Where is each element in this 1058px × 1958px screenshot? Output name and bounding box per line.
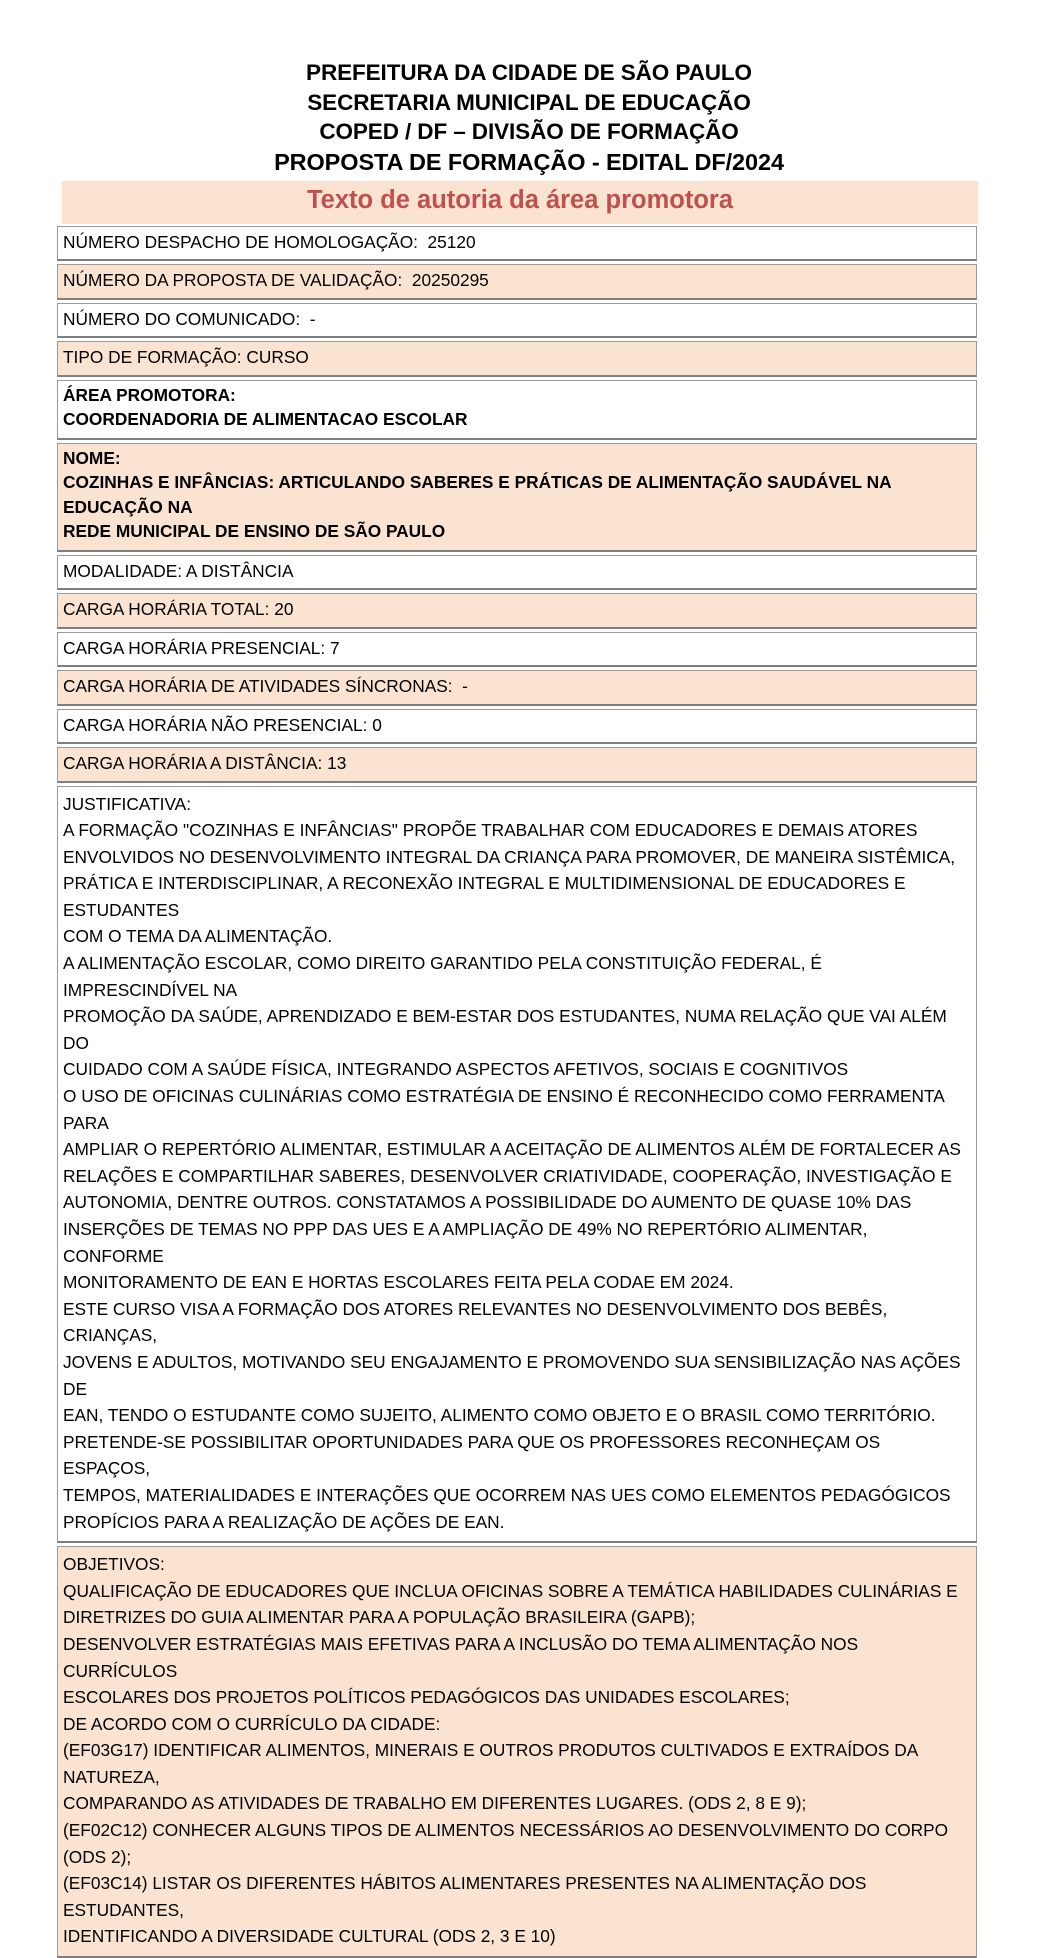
field-despacho-homologacao: NÚMERO DESPACHO DE HOMOLOGAÇÃO: 25120	[63, 230, 971, 255]
justificativa-line: PRETENDE-SE POSSIBILITAR OPORTUNIDADES PARA QUE OS PROFESSORES RECONHEÇAM OS ESPAÇOS,	[63, 1429, 971, 1482]
field-proposta-validacao: NÚMERO DA PROPOSTA DE VALIDAÇÃO: 20250295	[63, 268, 971, 293]
justificativa-line: A ALIMENTAÇÃO ESCOLAR, COMO DIREITO GARANTIDO PELA CONSTITUIÇÃO FEDERAL, É IMPRESCINDÍVEL NA	[63, 950, 971, 1003]
table-row-objetivos	[57, 1546, 977, 1958]
table-row-carga-presencial	[57, 632, 977, 668]
table-row-modalidade	[57, 555, 977, 591]
label-justificativa: JUSTIFICATIVA:	[63, 791, 971, 818]
label-area-promotora: ÁREA PROMOTORA:	[63, 383, 971, 408]
table-row-carga-sincronas	[57, 670, 977, 706]
justificativa-line: PROMOÇÃO DA SAÚDE, APRENDIZADO E BEM-ESTAR DOS ESTUDANTES, NUMA RELAÇÃO QUE VAI ALÉM DO	[63, 1003, 971, 1056]
proposal-table	[57, 226, 977, 1958]
table-row-nome	[57, 443, 977, 552]
field-carga-horaria-presencial: CARGA HORÁRIA PRESENCIAL: 7	[63, 636, 971, 661]
header-line-coped: COPED / DF – DIVISÃO DE FORMAÇÃO	[0, 117, 1058, 147]
objetivos-line: DESENVOLVER ESTRATÉGIAS MAIS EFETIVAS PARA A INCLUSÃO DO TEMA ALIMENTAÇÃO NOS CURRÍCULOS	[63, 1631, 971, 1684]
justificativa-line: INSERÇÕES DE TEMAS NO PPP DAS UES E A AMPLIAÇÃO DE 49% NO REPERTÓRIO ALIMENTAR, CONFORME	[63, 1216, 971, 1269]
objetivos-line: IDENTIFICANDO A DIVERSIDADE CULTURAL (ODS 2, 3 E 10)	[63, 1923, 971, 1950]
table-row-carga-nao-presencial	[57, 709, 977, 745]
justificativa-line: AUTONOMIA, DENTRE OUTROS. CONSTATAMOS A POSSIBILIDADE DO AUMENTO DE QUASE 10% DAS	[63, 1189, 971, 1216]
justificativa-line: MONITORAMENTO DE EAN E HORTAS ESCOLARES FEITA PELA CODAE EM 2024.	[63, 1269, 971, 1296]
justificativa-line: PRÁTICA E INTERDISCIPLINAR, A RECONEXÃO INTEGRAL E MULTIDIMENSIONAL DE EDUCADORES E ESTUDANTES	[63, 870, 971, 923]
justificativa-line: CUIDADO COM A SAÚDE FÍSICA, INTEGRANDO ASPECTOS AFETIVOS, SOCIAIS E COGNITIVOS	[63, 1056, 971, 1083]
page-title: PROPOSTA DE FORMAÇÃO - EDITAL DF/2024	[0, 147, 1058, 178]
field-carga-horaria-nao-presencial: CARGA HORÁRIA NÃO PRESENCIAL: 0	[63, 713, 971, 738]
table-row-carga-total	[57, 593, 977, 629]
field-modalidade: MODALIDADE: A DISTÂNCIA	[63, 559, 971, 584]
justificativa-line: RELAÇÕES E COMPARTILHAR SABERES, DESENVOLVER CRIATIVIDADE, COOPERAÇÃO, INVESTIGAÇÃO E	[63, 1163, 971, 1190]
table-row-carga-distancia	[57, 747, 977, 783]
table-row-comunicado	[57, 303, 977, 339]
table-row-proposta-validacao	[57, 264, 977, 300]
objetivos-line: DIRETRIZES DO GUIA ALIMENTAR PARA A POPULAÇÃO BRASILEIRA (GAPB);	[63, 1604, 971, 1631]
value-nome-line-2: REDE MUNICIPAL DE ENSINO DE SÃO PAULO	[63, 519, 971, 544]
justificativa-line: ESTE CURSO VISA A FORMAÇÃO DOS ATORES RELEVANTES NO DESENVOLVIMENTO DOS BEBÊS, CRIANÇAS,	[63, 1296, 971, 1349]
field-comunicado: NÚMERO DO COMUNICADO: -	[63, 307, 971, 332]
document-header	[0, 0, 1058, 178]
justificativa-line: JOVENS E ADULTOS, MOTIVANDO SEU ENGAJAMENTO E PROMOVENDO SUA SENSIBILIZAÇÃO NAS AÇÕES DE	[63, 1349, 971, 1402]
field-carga-horaria-sincronas: CARGA HORÁRIA DE ATIVIDADES SÍNCRONAS: -	[63, 674, 971, 699]
value-nome-line-1: COZINHAS E INFÂNCIAS: ARTICULANDO SABERES E PRÁTICAS DE ALIMENTAÇÃO SAUDÁVEL NA EDUCAÇÃO NA	[63, 470, 971, 519]
table-row-despacho-homologacao	[57, 226, 977, 262]
header-line-prefeitura: PREFEITURA DA CIDADE DE SÃO PAULO	[0, 58, 1058, 88]
justificativa-line: EAN, TENDO O ESTUDANTE COMO SUJEITO, ALIMENTO COMO OBJETO E O BRASIL COMO TERRITÓRIO.	[63, 1402, 971, 1429]
table-row-area-promotora	[57, 380, 977, 440]
objetivos-line: QUALIFICAÇÃO DE EDUCADORES QUE INCLUA OFICINAS SOBRE A TEMÁTICA HABILIDADES CULINÁRIAS E	[63, 1578, 971, 1605]
justificativa-line: A FORMAÇÃO "COZINHAS E INFÂNCIAS" PROPÕE TRABALHAR COM EDUCADORES E DEMAIS ATORES	[63, 817, 971, 844]
justificativa-line: COM O TEMA DA ALIMENTAÇÃO.	[63, 923, 971, 950]
justificativa-line: O USO DE OFICINAS CULINÁRIAS COMO ESTRATÉGIA DE ENSINO É RECONHECIDO COMO FERRAMENTA PARA	[63, 1083, 971, 1136]
objetivos-line: ESCOLARES DOS PROJETOS POLÍTICOS PEDAGÓGICOS DAS UNIDADES ESCOLARES;	[63, 1684, 971, 1711]
field-tipo-formacao: TIPO DE FORMAÇÃO: CURSO	[63, 345, 971, 370]
value-area-promotora: COORDENADORIA DE ALIMENTACAO ESCOLAR	[63, 407, 971, 432]
author-band	[62, 181, 978, 224]
justificativa-line: AMPLIAR O REPERTÓRIO ALIMENTAR, ESTIMULAR A ACEITAÇÃO DE ALIMENTOS ALÉM DE FORTALECER AS	[63, 1136, 971, 1163]
header-line-secretaria: SECRETARIA MUNICIPAL DE EDUCAÇÃO	[0, 88, 1058, 118]
objetivos-line: (EF03G17) IDENTIFICAR ALIMENTOS, MINERAIS E OUTROS PRODUTOS CULTIVADOS E EXTRAÍDOS DA NATUREZA,	[63, 1737, 971, 1790]
table-row-justificativa	[57, 786, 977, 1544]
label-objetivos: OBJETIVOS:	[63, 1551, 971, 1578]
label-nome: NOME:	[63, 446, 971, 471]
objetivos-line: (EF02C12) CONHECER ALGUNS TIPOS DE ALIMENTOS NECESSÁRIOS AO DESENVOLVIMENTO DO CORPO (ODS 2);	[63, 1817, 971, 1870]
field-carga-horaria-total: CARGA HORÁRIA TOTAL: 20	[63, 597, 971, 622]
justificativa-line: PROPÍCIOS PARA A REALIZAÇÃO DE AÇÕES DE EAN.	[63, 1509, 971, 1536]
justificativa-line: TEMPOS, MATERIALIDADES E INTERAÇÕES QUE OCORREM NAS UES COMO ELEMENTOS PEDAGÓGICOS	[63, 1482, 971, 1509]
objetivos-line: COMPARANDO AS ATIVIDADES DE TRABALHO EM DIFERENTES LUGARES. (ODS 2, 8 E 9);	[63, 1790, 971, 1817]
objetivos-line: DE ACORDO COM O CURRÍCULO DA CIDADE:	[63, 1711, 971, 1738]
objetivos-line: (EF03C14) LISTAR OS DIFERENTES HÁBITOS ALIMENTARES PRESENTES NA ALIMENTAÇÃO DOS ESTUDANTES,	[63, 1870, 971, 1923]
justificativa-line: ENVOLVIDOS NO DESENVOLVIMENTO INTEGRAL DA CRIANÇA PARA PROMOVER, DE MANEIRA SISTÊMICA,	[63, 844, 971, 871]
table-row-tipo-formacao	[57, 341, 977, 377]
author-band-title: Texto de autoria da área promotora	[62, 185, 978, 215]
field-carga-horaria-distancia: CARGA HORÁRIA A DISTÂNCIA: 13	[63, 751, 971, 776]
